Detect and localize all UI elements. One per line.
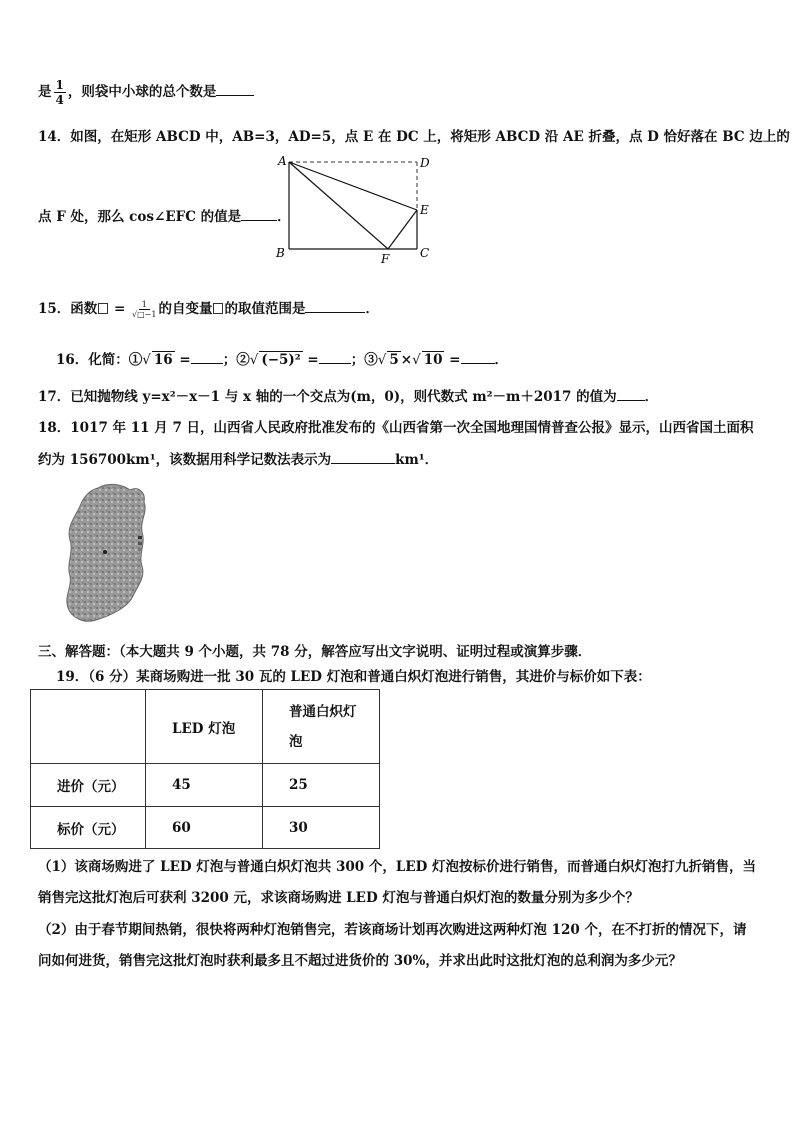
label-c: C xyxy=(420,246,430,260)
row-label: 进价（元） xyxy=(31,764,146,807)
cell-led: 45 xyxy=(146,764,263,807)
rectangle-fold-figure xyxy=(272,152,442,267)
header-normal: 普通白炽灯 泡 xyxy=(263,690,380,764)
header-led: LED 灯泡 xyxy=(146,690,263,764)
row-label: 标价（元） xyxy=(31,807,146,849)
label-e: E xyxy=(420,203,429,217)
cell-normal: 30 xyxy=(263,807,380,849)
q14-line1: 14．如图，在矩形 ABCD 中，AB=3，AD=5，点 E 在 DC 上，将矩形 ABCD 沿 AE 折叠，点 D 恰好落在 BC 边上的 xyxy=(38,129,790,145)
segment-af xyxy=(289,162,388,249)
q15: 15．函数 = $\frac{1}{√□-1}$ 的自变量 的取值范围是 ． xyxy=(38,300,379,319)
table-row xyxy=(31,764,380,807)
answer-blank[interactable] xyxy=(331,463,395,464)
legend-mark xyxy=(138,554,142,557)
small-fraction: $\frac{1}{√□-1}$ xyxy=(132,300,157,319)
q18-line1: 18．1017 年 11 月 7 日，山西省人民政府批准发布的《山西省第一次全国地理国情普查公报》显示，山西省国土面积 xyxy=(38,420,754,436)
q13-tail: 是 $\frac{1}{4}$ ，则袋中小球的总个数是 xyxy=(38,78,254,107)
answer-blank[interactable] xyxy=(305,312,365,313)
q19-intro: 19．（6 分）某商场购进一批 30 瓦的 LED 灯泡和普通白炽灯泡进行销售，其进价与标价如下表： xyxy=(56,669,651,685)
q19-part1-line1: （1）该商场购进了 LED 灯泡与普通白炽灯泡共 300 个，LED 灯泡按标价进行销售，而普通白炽灯泡打九折销售，当 xyxy=(38,859,757,875)
label-f: F xyxy=(381,252,390,266)
answer-blank[interactable] xyxy=(216,95,254,96)
cell-normal: 25 xyxy=(263,764,380,807)
radical-sign: √ xyxy=(142,352,151,368)
shanxi-map-image xyxy=(60,480,164,628)
answer-blank[interactable] xyxy=(461,363,495,364)
table-corner-cell xyxy=(31,690,146,764)
radical-sign: √ xyxy=(412,352,421,368)
missing-glyph-icon xyxy=(98,303,108,314)
fold-line-ae xyxy=(289,162,417,210)
radical-sign: √ xyxy=(249,352,259,368)
capital-marker xyxy=(103,550,107,554)
section-three-heading: 三、解答题：（本大题共 9 个小题，共 78 分，解答应写出文字说明、证明过程或演算步骤． xyxy=(38,644,592,660)
answer-blank[interactable] xyxy=(191,363,223,364)
legend-mark xyxy=(138,548,142,551)
q17: 17．已知抛物线 y=x²－x－1 与 x 轴的一个交点为(m，0)，则代数式 m²－m＋2017 的值为 ． xyxy=(38,389,659,405)
legend-mark xyxy=(138,536,142,539)
answer-blank[interactable] xyxy=(617,400,645,401)
label-a: A xyxy=(278,154,287,168)
segment-fe xyxy=(388,210,417,249)
q19-part2-line2: 问如何进货，销售完这批灯泡时获利最多且不超过进货价的 30%，并求出此时这批灯泡的总利润为多少元？ xyxy=(38,953,682,969)
label-d: D xyxy=(420,156,430,170)
q16: 16．化简：①√ 16 = ；②√ (−5)² = ；③√ 5 ×√ 10 = ． xyxy=(56,352,508,368)
legend-mark xyxy=(138,542,142,545)
table-row xyxy=(31,807,380,849)
radical-sign: √ xyxy=(377,352,387,368)
answer-blank[interactable] xyxy=(319,363,351,364)
q14-line2: 点 F 处，那么 cos∠EFC 的值是 ． xyxy=(38,209,291,225)
table-header-row xyxy=(31,690,380,764)
fraction-one-quarter: $\frac{1}{4}$ xyxy=(55,78,64,107)
missing-glyph-icon xyxy=(213,303,223,314)
price-table xyxy=(30,689,380,849)
label-b: B xyxy=(276,246,285,260)
cell-led: 60 xyxy=(146,807,263,849)
q18-line2: 约为 156700km¹，该数据用科学记数法表示为 km¹． xyxy=(38,452,439,468)
q19-part1-line2: 销售完这批灯泡后可获利 3200 元，求该商场购进 LED 灯泡与普通白炽灯泡的数量分别为多少个？ xyxy=(38,890,639,906)
q19-part2-line1: （2）由于春节期间热销，很快将两种灯泡销售完，若该商场计划再次购进这两种灯泡 120 个，在不打折的情况下，请 xyxy=(38,922,747,938)
